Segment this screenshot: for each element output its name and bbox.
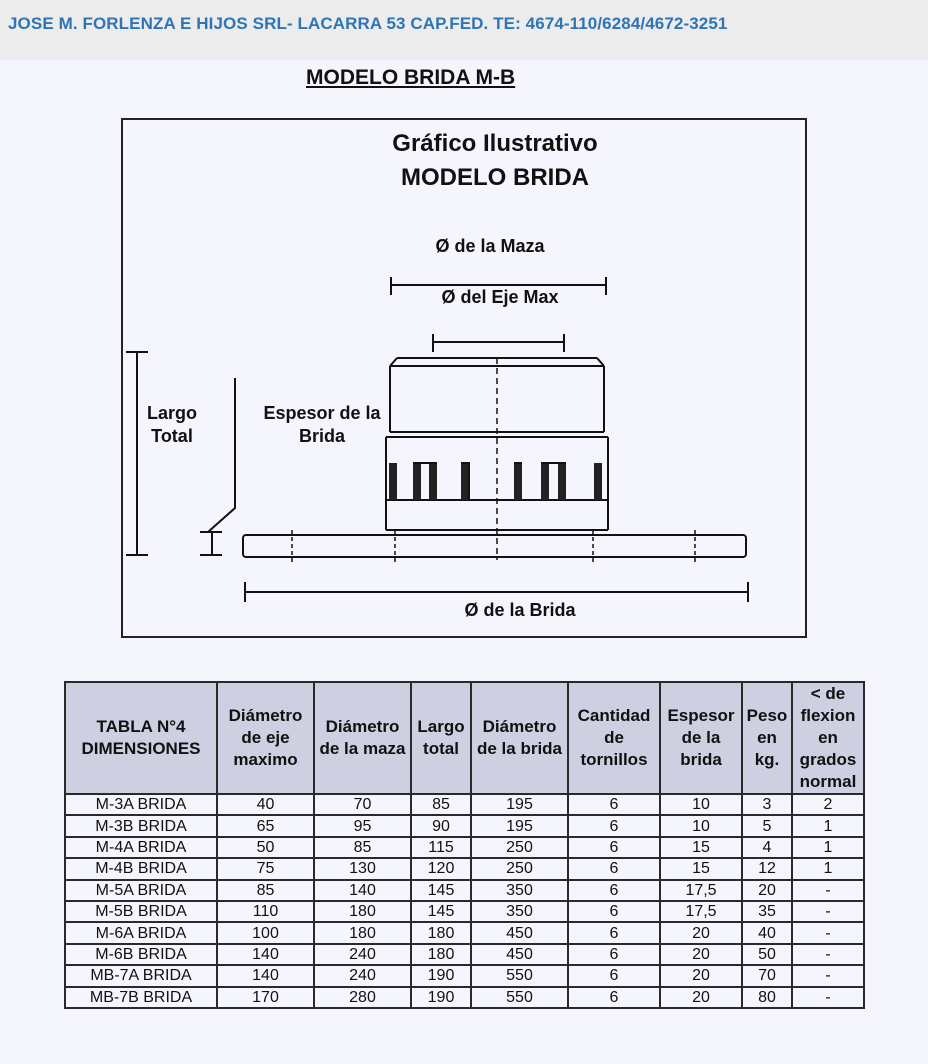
cell-hub-diameter: 180	[314, 901, 411, 922]
cell-weight: 40	[742, 922, 792, 943]
cell-total-length: 180	[411, 944, 471, 965]
header-flange-thickness: Espesor de la brida	[660, 682, 742, 794]
cell-weight: 12	[742, 858, 792, 879]
cell-hub-diameter: 140	[314, 880, 411, 901]
cell-flex-angle: 1	[792, 837, 864, 858]
hub-body	[386, 358, 608, 560]
cell-weight: 50	[742, 944, 792, 965]
cell-model: MB-7B BRIDA	[65, 987, 217, 1008]
cell-hub-diameter: 130	[314, 858, 411, 879]
cell-model: M-6B BRIDA	[65, 944, 217, 965]
header-total-length: Largo total	[411, 682, 471, 794]
cell-flange-thickness: 17,5	[660, 901, 742, 922]
cell-flange-diameter: 250	[471, 858, 568, 879]
table-row	[65, 837, 864, 858]
cell-bolt-count: 6	[568, 794, 660, 815]
cell-hub-diameter: 240	[314, 965, 411, 986]
figure-subtitle: MODELO BRIDA	[401, 164, 589, 191]
header-model: TABLA N°4 DIMENSIONES	[65, 682, 217, 794]
cell-flex-angle: -	[792, 987, 864, 1008]
cell-model: M-6A BRIDA	[65, 922, 217, 943]
page-title: MODELO BRIDA M-B	[306, 66, 516, 89]
shaft-diameter-label: Ø del Eje Max	[441, 287, 559, 307]
cell-total-length: 115	[411, 837, 471, 858]
header-flex-angle: < de flexion en grados normal	[792, 682, 864, 794]
cell-bolt-count: 6	[568, 944, 660, 965]
cell-model: M-3B BRIDA	[65, 815, 217, 836]
cell-bolt-count: 6	[568, 922, 660, 943]
cell-shaft-diameter: 65	[217, 815, 314, 836]
cell-bolt-count: 6	[568, 880, 660, 901]
cell-shaft-diameter: 110	[217, 901, 314, 922]
flange-diameter-label: Ø de la Brida	[464, 600, 576, 620]
cell-shaft-diameter: 140	[217, 944, 314, 965]
table-row	[65, 944, 864, 965]
cell-weight: 80	[742, 987, 792, 1008]
cell-bolt-count: 6	[568, 901, 660, 922]
cell-flange-thickness: 15	[660, 858, 742, 879]
cell-hub-diameter: 95	[314, 815, 411, 836]
shaft-diameter-dimension	[433, 334, 564, 352]
cell-model: MB-7A BRIDA	[65, 965, 217, 986]
cell-total-length: 145	[411, 880, 471, 901]
cell-flange-thickness: 17,5	[660, 880, 742, 901]
cell-flange-diameter: 250	[471, 837, 568, 858]
cell-flange-thickness: 20	[660, 987, 742, 1008]
cell-flange-diameter: 350	[471, 880, 568, 901]
cell-hub-diameter: 180	[314, 922, 411, 943]
cell-flex-angle: -	[792, 944, 864, 965]
cell-flange-thickness: 20	[660, 965, 742, 986]
total-length-dimension	[126, 352, 148, 555]
cell-shaft-diameter: 50	[217, 837, 314, 858]
cell-shaft-diameter: 75	[217, 858, 314, 879]
cell-bolt-count: 6	[568, 987, 660, 1008]
cell-weight: 4	[742, 837, 792, 858]
cell-hub-diameter: 70	[314, 794, 411, 815]
cell-weight: 3	[742, 794, 792, 815]
cell-flex-angle: 1	[792, 858, 864, 879]
cell-flex-angle: 2	[792, 794, 864, 815]
cell-flex-angle: -	[792, 901, 864, 922]
figure-title: Gráfico Ilustrativo	[392, 130, 598, 157]
cell-model: M-5A BRIDA	[65, 880, 217, 901]
table-row	[65, 794, 864, 815]
cell-flange-diameter: 550	[471, 965, 568, 986]
cell-bolt-count: 6	[568, 837, 660, 858]
cell-shaft-diameter: 140	[217, 965, 314, 986]
cell-total-length: 85	[411, 794, 471, 815]
cell-flange-thickness: 20	[660, 944, 742, 965]
cell-model: M-4A BRIDA	[65, 837, 217, 858]
cell-total-length: 145	[411, 901, 471, 922]
table-row	[65, 987, 864, 1008]
cell-flange-thickness: 15	[660, 837, 742, 858]
flange-diameter-dimension	[245, 582, 748, 602]
flange-plate	[243, 530, 746, 562]
flange-thickness-label: Espesor de la Brida	[263, 403, 381, 446]
table-header-row	[65, 682, 864, 794]
cell-model: M-3A BRIDA	[65, 794, 217, 815]
cell-weight: 35	[742, 901, 792, 922]
cell-flange-thickness: 10	[660, 794, 742, 815]
cell-flex-angle: 1	[792, 815, 864, 836]
cell-flex-angle: -	[792, 965, 864, 986]
cell-flange-diameter: 450	[471, 944, 568, 965]
cell-shaft-diameter: 100	[217, 922, 314, 943]
header-hub-diameter: Diámetro de la maza	[314, 682, 411, 794]
cell-total-length: 190	[411, 987, 471, 1008]
cell-weight: 20	[742, 880, 792, 901]
cell-flange-diameter: 195	[471, 794, 568, 815]
cell-weight: 5	[742, 815, 792, 836]
table-row	[65, 858, 864, 879]
cell-flange-diameter: 350	[471, 901, 568, 922]
cell-bolt-count: 6	[568, 965, 660, 986]
header-shaft-diameter: Diámetro de eje maximo	[217, 682, 314, 794]
cell-hub-diameter: 240	[314, 944, 411, 965]
cell-bolt-count: 6	[568, 858, 660, 879]
cell-flange-thickness: 10	[660, 815, 742, 836]
cell-shaft-diameter: 40	[217, 794, 314, 815]
cell-weight: 70	[742, 965, 792, 986]
cell-model: M-4B BRIDA	[65, 858, 217, 879]
hub-teeth	[389, 463, 602, 500]
cell-flex-angle: -	[792, 922, 864, 943]
cell-total-length: 180	[411, 922, 471, 943]
header-weight: Peso en kg.	[742, 682, 792, 794]
cell-total-length: 120	[411, 858, 471, 879]
cell-bolt-count: 6	[568, 815, 660, 836]
cell-hub-diameter: 85	[314, 837, 411, 858]
company-header: JOSE M. FORLENZA E HIJOS SRL- LACARRA 53 CAP.FED. TE: 4674-110/6284/4672-3251	[8, 14, 728, 33]
cell-flange-thickness: 20	[660, 922, 742, 943]
cell-shaft-diameter: 170	[217, 987, 314, 1008]
table-row	[65, 815, 864, 836]
cell-model: M-5B BRIDA	[65, 901, 217, 922]
cell-shaft-diameter: 85	[217, 880, 314, 901]
header-flange-diameter: Diámetro de la brida	[471, 682, 568, 794]
cell-hub-diameter: 280	[314, 987, 411, 1008]
cell-flex-angle: -	[792, 880, 864, 901]
table-row	[65, 880, 864, 901]
cell-total-length: 190	[411, 965, 471, 986]
dimensions-table	[64, 681, 865, 1009]
cell-flange-diameter: 450	[471, 922, 568, 943]
table-row	[65, 965, 864, 986]
cell-flange-diameter: 195	[471, 815, 568, 836]
header-bolt-count: Cantidad de tornillos	[568, 682, 660, 794]
table-row	[65, 901, 864, 922]
hub-diameter-label: Ø de la Maza	[435, 236, 545, 256]
cell-flange-diameter: 550	[471, 987, 568, 1008]
total-length-label: Largo Total	[146, 403, 197, 446]
table-row	[65, 922, 864, 943]
cell-total-length: 90	[411, 815, 471, 836]
